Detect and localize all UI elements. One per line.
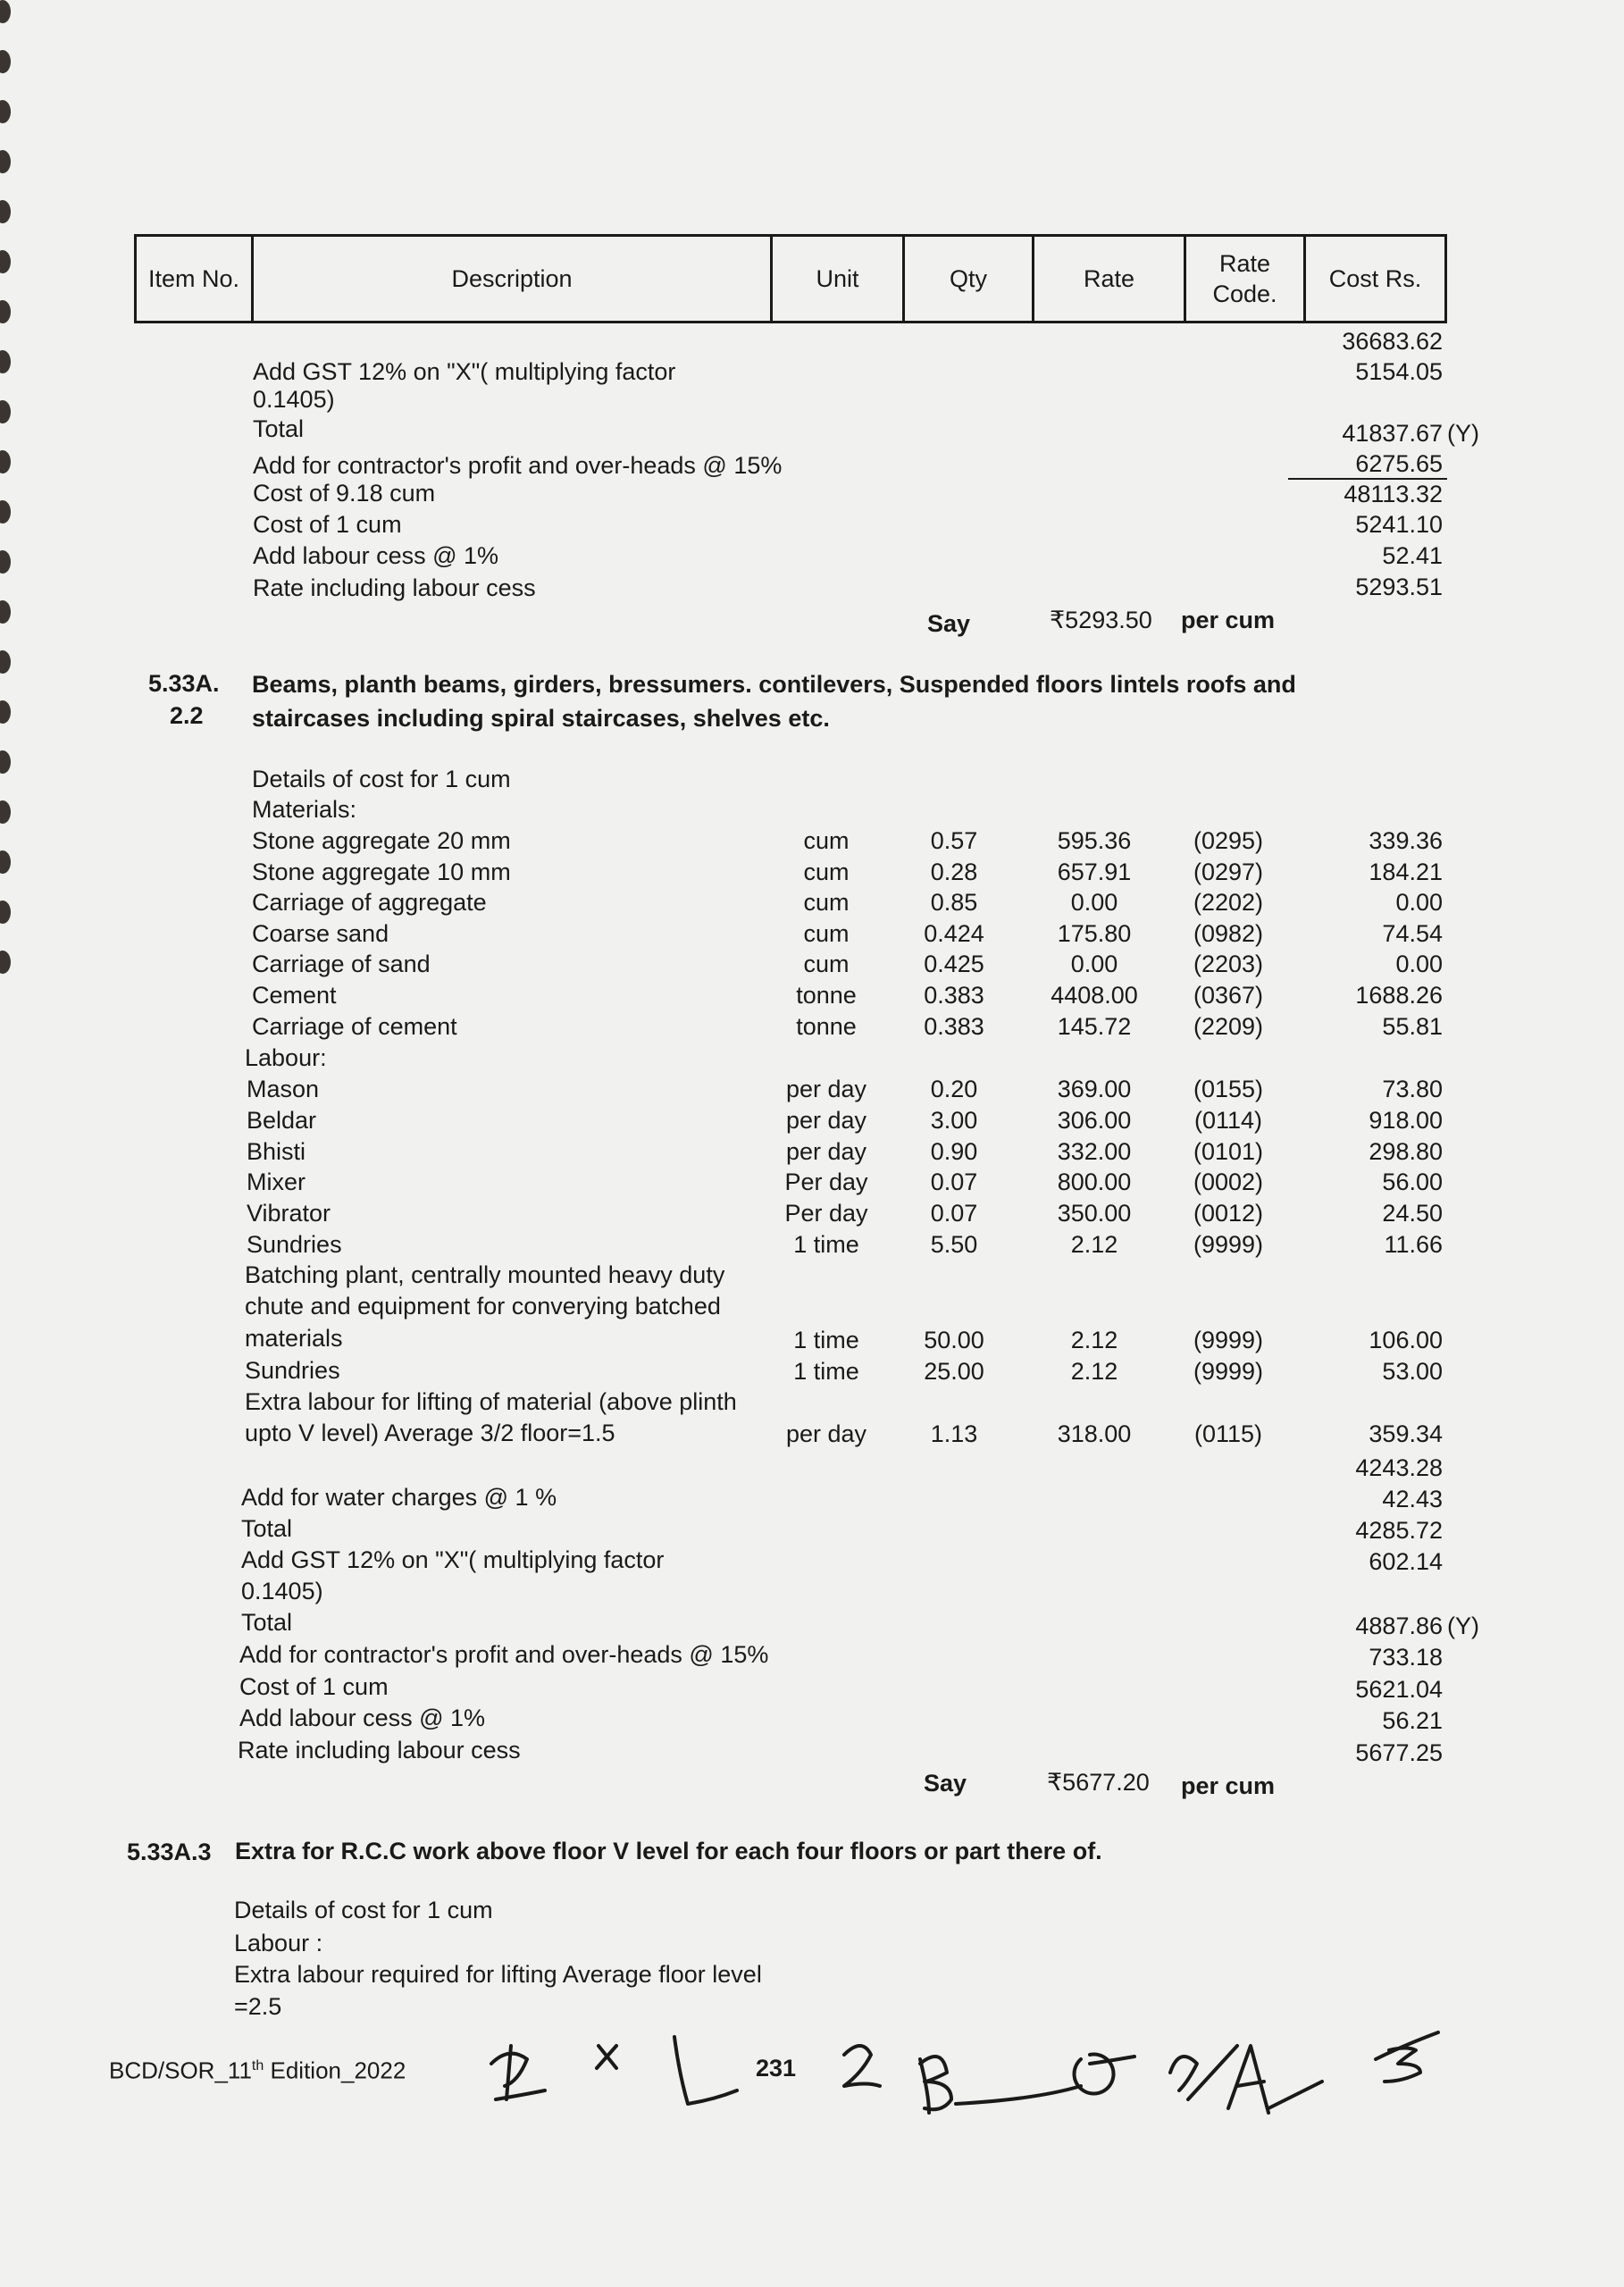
item2-no-1: 5.33A. (148, 670, 220, 697)
labour-code: (0002) (1193, 1169, 1264, 1196)
item2-total2-mark: (Y) (1447, 1613, 1479, 1639)
signature-1-icon (491, 2046, 545, 2099)
extra-desc-2: upto V level) Average 3/2 floor=1.5 (245, 1420, 615, 1446)
signature-2-icon (597, 2046, 616, 2068)
labour-qty: 0.90 (930, 1137, 978, 1165)
materials-qty: 0.383 (924, 982, 984, 1009)
materials-qty: 0.57 (930, 827, 978, 854)
materials-desc: Cement (252, 982, 337, 1009)
labour-desc: Sundries (247, 1231, 342, 1258)
labour-unit: per day (785, 1106, 867, 1134)
item2-profit: 733.18 (1369, 1644, 1443, 1671)
item2-title-2: staircases including spiral staircases, shelves etc. (252, 705, 830, 732)
labour-qty: 0.07 (930, 1169, 978, 1196)
prev-gst-label-1: Add GST 12% on "X"( multiplying factor (253, 358, 676, 385)
materials-code: (0982) (1193, 919, 1264, 947)
sundries2-qty: 25.00 (924, 1358, 984, 1385)
header-unit: Unit (772, 236, 904, 323)
materials-qty: 0.85 (930, 889, 978, 917)
prev-subtotal: 36683.62 (1342, 328, 1443, 355)
materials-unit: cum (803, 858, 850, 885)
materials-cost: 74.54 (1382, 919, 1443, 947)
labour-unit: 1 time (793, 1231, 859, 1258)
item3-details-label: Details of cost for 1 cum (234, 1897, 493, 1923)
labour-cost: 918.00 (1369, 1106, 1443, 1134)
materials-unit: cum (803, 827, 850, 854)
materials-rate: 0.00 (1070, 889, 1118, 917)
binding-ring-icon (0, 750, 11, 774)
labour-desc: Bhisti (247, 1137, 306, 1165)
prev-total: 41837.67 (1342, 420, 1443, 447)
sundries2-desc: Sundries (245, 1357, 340, 1384)
binding-ring-icon (0, 850, 11, 874)
signature-5-icon (920, 2057, 1081, 2113)
labour-unit: Per day (784, 1169, 868, 1196)
prev-profit-label: Add for contractor's profit and over-heads @ 15% (253, 452, 783, 479)
prev-say-label: Say (927, 610, 971, 637)
materials-cost: 184.21 (1369, 858, 1443, 885)
header-qty: Qty (904, 236, 1034, 323)
item2-title-1: Beams, planth beams, girders, bressumers. contilevers, Suspended floors lintels roofs and (252, 671, 1296, 698)
binding-ring-icon (0, 600, 11, 624)
materials-unit: cum (803, 889, 850, 917)
materials-qty: 0.28 (930, 858, 978, 885)
binding-ring-icon (0, 400, 11, 423)
batching-rate: 2.12 (1070, 1327, 1118, 1353)
materials-qty: 0.424 (924, 919, 984, 947)
materials-desc: Carriage of cement (252, 1012, 457, 1040)
labour-rate: 369.00 (1057, 1076, 1132, 1102)
header-rate: Rate (1034, 236, 1185, 323)
materials-cost: 1688.26 (1355, 982, 1443, 1009)
prev-total-label: Total (253, 415, 305, 442)
materials-desc: Stone aggregate 20 mm (252, 827, 511, 854)
extra-cost: 359.34 (1369, 1420, 1443, 1447)
materials-desc: Coarse sand (252, 919, 389, 947)
materials-code: (2209) (1193, 1012, 1264, 1040)
materials-desc: Carriage of aggregate (252, 889, 487, 917)
sundries2-rate: 2.12 (1070, 1358, 1118, 1385)
prev-say-amount: ₹5293.50 (1050, 607, 1152, 633)
prev-rate: 5293.51 (1355, 574, 1443, 600)
prev-rate-label: Rate including labour cess (253, 574, 536, 601)
extra-code: (0115) (1193, 1420, 1263, 1447)
labour-qty: 0.20 (930, 1076, 978, 1102)
item2-total1-label: Total (241, 1515, 293, 1542)
labour-unit: per day (785, 1076, 867, 1102)
binding-ring-icon (0, 550, 11, 574)
item2-say-unit: per cum (1181, 1772, 1276, 1799)
item2-cost1: 5621.04 (1355, 1676, 1443, 1703)
signature-3-icon (674, 2037, 737, 2104)
extra-desc-1: Extra labour for lifting of material (above plinth (245, 1388, 737, 1415)
header-item-no: Item No. (136, 236, 253, 323)
labour-cost: 11.66 (1384, 1231, 1443, 1258)
materials-rate: 4408.00 (1051, 982, 1138, 1009)
extra-unit: per day (785, 1420, 867, 1447)
batching-cost: 106.00 (1369, 1327, 1443, 1353)
item2-rate: 5677.25 (1355, 1739, 1443, 1766)
materials-code: (0295) (1193, 827, 1264, 854)
materials-qty: 0.383 (924, 1012, 984, 1040)
signature-6-icon (1075, 2055, 1134, 2094)
binding-ring-icon (0, 150, 11, 173)
materials-unit: tonne (796, 982, 857, 1009)
prev-profit: 6275.65 (1355, 450, 1443, 477)
labour-desc: Beldar (247, 1106, 317, 1134)
prev-gst: 5154.05 (1355, 358, 1443, 385)
materials-unit: cum (803, 951, 850, 978)
item3-no: 5.33A.3 (127, 1839, 212, 1865)
header-table (134, 234, 1447, 323)
signature-9-icon (1376, 2032, 1438, 2082)
materials-rate: 657.91 (1057, 858, 1132, 885)
item2-say-label: Say (924, 1770, 967, 1797)
binding-ring-icon (0, 200, 11, 223)
materials-rate: 0.00 (1070, 951, 1118, 978)
batching-unit: 1 time (793, 1327, 859, 1353)
batching-code: (9999) (1193, 1327, 1264, 1353)
header-rate-code: Rate Code. (1185, 236, 1305, 323)
item2-labour-label: Labour: (245, 1044, 327, 1071)
item2-water-label: Add for water charges @ 1 % (241, 1484, 557, 1511)
prev-gst-label-2: 0.1405) (253, 386, 335, 413)
labour-rate: 350.00 (1057, 1200, 1132, 1227)
item2-cess-label: Add labour cess @ 1% (239, 1705, 486, 1731)
materials-cost: 0.00 (1395, 889, 1443, 917)
footer-page-number: 231 (756, 2055, 797, 2082)
binding-ring-icon (0, 951, 11, 974)
labour-rate: 2.12 (1070, 1231, 1118, 1258)
materials-unit: cum (803, 919, 850, 947)
batching-desc-2: chute and equipment for converying batched (245, 1293, 721, 1319)
item2-say-amount: ₹5677.20 (1047, 1769, 1150, 1796)
prev-cost-qty-label: Cost of 9.18 cum (253, 480, 436, 507)
binding-ring-icon (0, 450, 11, 473)
labour-code: (0101) (1193, 1137, 1264, 1165)
binding-ring-icon (0, 700, 11, 724)
item2-gst: 602.14 (1369, 1548, 1443, 1575)
labour-rate: 800.00 (1057, 1169, 1132, 1196)
item2-subtotal: 4243.28 (1355, 1454, 1443, 1481)
materials-desc: Stone aggregate 10 mm (252, 858, 511, 885)
handwritten-signatures (473, 2010, 1474, 2126)
spiral-binding (0, 0, 23, 1072)
item2-profit-label: Add for contractor's profit and over-heads @ 15% (239, 1641, 769, 1668)
prev-cess-label: Add labour cess @ 1% (253, 542, 499, 569)
signature-8-icon (1228, 2046, 1322, 2113)
binding-ring-icon (0, 50, 11, 73)
labour-qty: 5.50 (930, 1231, 978, 1258)
labour-cost: 73.80 (1382, 1076, 1443, 1102)
binding-ring-icon (0, 300, 11, 323)
materials-rate: 175.80 (1057, 919, 1132, 947)
materials-cost: 0.00 (1395, 951, 1443, 978)
binding-ring-icon (0, 350, 11, 373)
labour-code: (9999) (1193, 1231, 1264, 1258)
prev-cost-qty: 48113.32 (1344, 481, 1443, 507)
item2-gst-label-2: 0.1405) (241, 1578, 323, 1604)
labour-code: (0114) (1193, 1106, 1263, 1134)
materials-cost: 55.81 (1382, 1012, 1443, 1040)
item2-water: 42.43 (1382, 1486, 1443, 1512)
materials-rate: 145.72 (1057, 1012, 1132, 1040)
labour-rate: 332.00 (1057, 1137, 1132, 1165)
materials-desc: Carriage of sand (252, 951, 431, 978)
sundries2-code: (9999) (1193, 1358, 1264, 1385)
item2-cess: 56.21 (1382, 1707, 1443, 1734)
labour-unit: per day (785, 1137, 867, 1165)
prev-total-mark: (Y) (1447, 420, 1479, 447)
labour-unit: Per day (784, 1200, 868, 1227)
labour-rate: 306.00 (1057, 1106, 1132, 1134)
materials-unit: tonne (796, 1012, 857, 1040)
item2-gst-label-1: Add GST 12% on "X"( multiplying factor (241, 1546, 665, 1573)
labour-desc: Mason (247, 1076, 320, 1102)
item2-cost1-label: Cost of 1 cum (239, 1673, 389, 1700)
labour-cost: 24.50 (1382, 1200, 1443, 1227)
item2-total2: 4887.86 (1355, 1613, 1443, 1639)
labour-code: (0012) (1193, 1200, 1264, 1227)
labour-qty: 3.00 (930, 1106, 978, 1134)
materials-code: (0297) (1193, 858, 1264, 885)
signature-7-icon (1170, 2046, 1237, 2099)
sundries2-cost: 53.00 (1382, 1358, 1443, 1385)
binding-ring-icon (0, 650, 11, 674)
item2-total1: 4285.72 (1355, 1517, 1443, 1544)
prev-cost1-label: Cost of 1 cum (253, 511, 402, 538)
item2-total2-label: Total (241, 1609, 293, 1636)
item2-no-2: 2.2 (170, 702, 204, 729)
labour-desc: Vibrator (247, 1200, 331, 1227)
signature-4-icon (844, 2046, 880, 2086)
materials-code: (2203) (1193, 951, 1264, 978)
item2-materials-label: Materials: (252, 796, 357, 823)
item3-title: Extra for R.C.C work above floor V level for each four floors or part there of. (235, 1838, 1102, 1864)
header-cost: Cost Rs. (1305, 236, 1446, 323)
materials-code: (2202) (1193, 889, 1264, 917)
binding-ring-icon (0, 800, 11, 824)
materials-rate: 595.36 (1057, 827, 1132, 854)
item3-extra-1: Extra labour required for lifting Average floor level (234, 1961, 762, 1988)
extra-rate: 318.00 (1057, 1420, 1132, 1447)
binding-ring-icon (0, 901, 11, 924)
batching-desc-3: materials (245, 1325, 343, 1352)
materials-qty: 0.425 (924, 951, 984, 978)
binding-ring-icon (0, 250, 11, 273)
binding-ring-icon (0, 500, 11, 524)
batching-desc-1: Batching plant, centrally mounted heavy duty (245, 1261, 725, 1288)
labour-code: (0155) (1193, 1076, 1264, 1102)
prev-cost1: 5241.10 (1355, 511, 1443, 538)
binding-ring-icon (0, 100, 11, 123)
labour-desc: Mixer (247, 1169, 306, 1196)
item2-rate-label: Rate including labour cess (238, 1737, 521, 1763)
item3-extra-2: =2.5 (234, 1993, 282, 2020)
batching-qty: 50.00 (924, 1327, 984, 1353)
labour-cost: 56.00 (1382, 1169, 1443, 1196)
materials-code: (0367) (1193, 982, 1264, 1009)
header-description: Description (253, 236, 772, 323)
extra-qty: 1.13 (930, 1420, 978, 1447)
materials-cost: 339.36 (1369, 827, 1443, 854)
prev-say-unit: per cum (1181, 607, 1276, 633)
labour-cost: 298.80 (1369, 1137, 1443, 1165)
footer-edition: BCD/SOR_11th Edition_2022 (109, 2057, 406, 2084)
binding-ring-icon (0, 0, 11, 23)
labour-qty: 0.07 (930, 1200, 978, 1227)
item2-details-label: Details of cost for 1 cum (252, 766, 511, 792)
sundries2-unit: 1 time (793, 1358, 859, 1385)
prev-cess: 52.41 (1382, 542, 1443, 569)
item3-labour-label: Labour : (234, 1930, 323, 1956)
